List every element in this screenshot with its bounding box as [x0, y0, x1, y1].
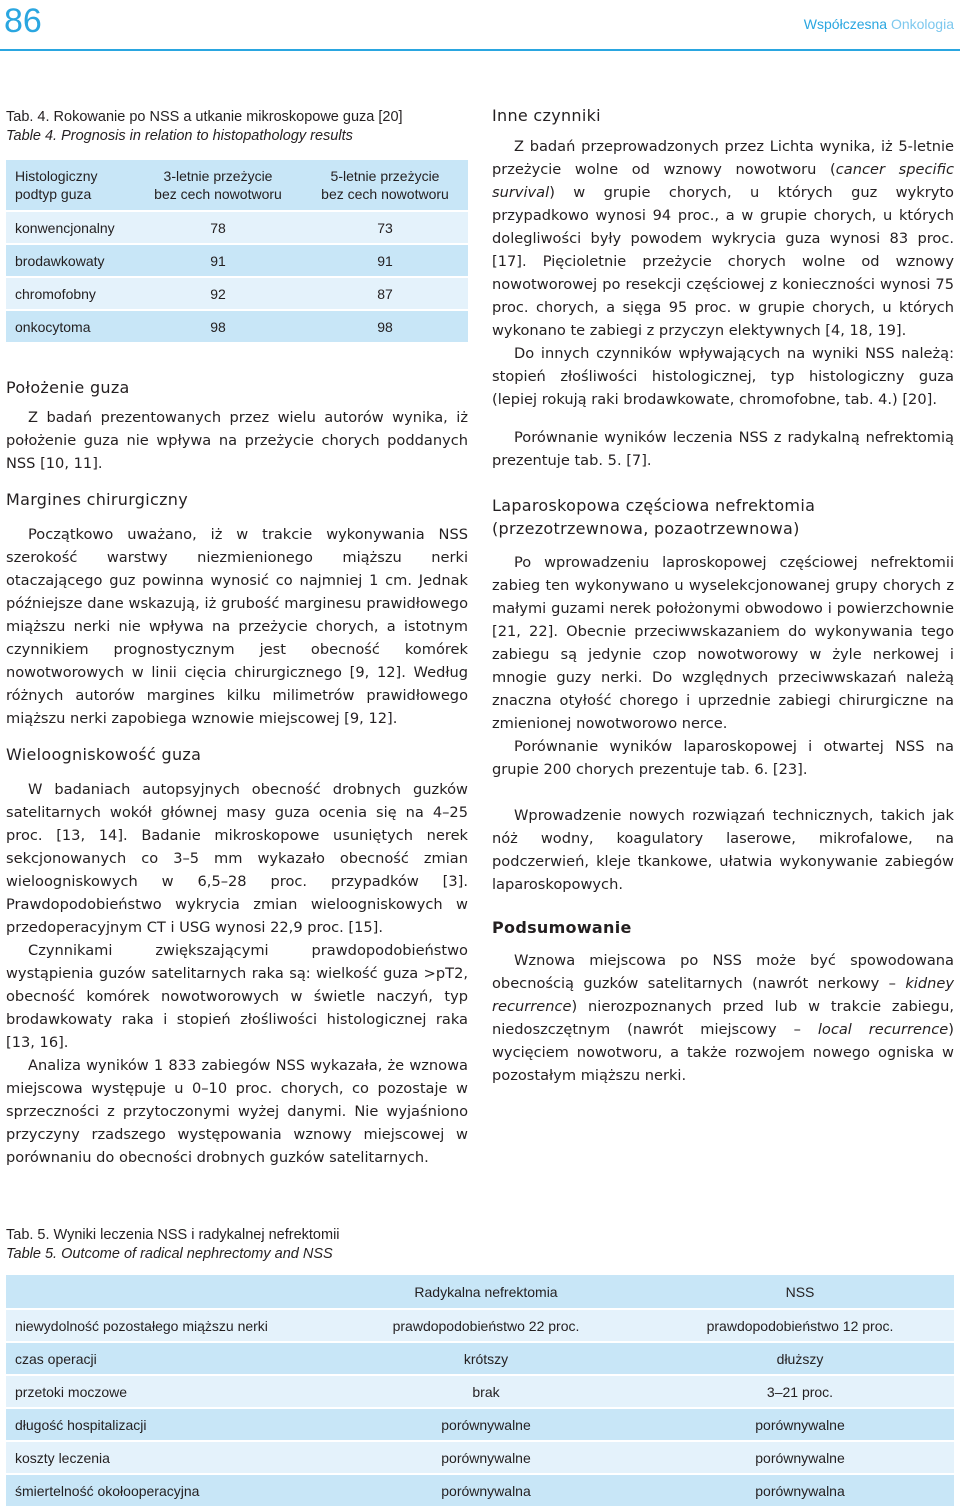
- table4-cell: 91: [302, 243, 468, 276]
- table5-caption-pl: Tab. 5. Wyniki leczenia NSS i radykalnej nefrektomii: [6, 1227, 340, 1243]
- table4-cell: 87: [302, 276, 468, 309]
- journal-title-part1: Współczesna: [803, 16, 888, 32]
- table5-cell: koszty leczenia: [6, 1440, 326, 1473]
- table4-cell: chromofobny: [6, 276, 134, 309]
- table5-cell: prawdopodobieństwo 22 proc.: [326, 1308, 646, 1341]
- section-title-wieloogniskowosc: Wieloogniskowość guza: [6, 745, 202, 764]
- table5-cell: dłuższy: [646, 1341, 954, 1374]
- section-title-polozenie: Położenie guza: [6, 378, 130, 397]
- section-title-podsumowanie: Podsumowanie: [492, 918, 632, 937]
- table4-cell: 92: [134, 276, 302, 309]
- table5-cell: niewydolność pozostałego miąższu nerki: [6, 1308, 326, 1341]
- paragraph: Do innych czynników wpływających na wyniki NSS należą: stopień złośliwości histologicznej, typ histologiczny guza (lepiej rokują raki brodawkowate, chromofobne, tab. 4.) [20].: [492, 345, 954, 408]
- table5-cell: 3–21 proc.: [646, 1374, 954, 1407]
- paragraph: Porównanie wyników laparoskopowej i otwartej NSS na grupie 200 chorych prezentuje tab. 6. [23].: [492, 738, 954, 778]
- header-rule: [0, 49, 960, 51]
- table5-cell: prawdopodobieństwo 12 proc.: [646, 1308, 954, 1341]
- paragraph: Analiza wyników 1 833 zabiegów NSS wykazała, że wznowa miejscowa występuje u 0–10 proc. chorych, co pozostaje w sprzeczności z przytoczonymi wyżej danymi. Nie wyjaśniono przyczyny rzadszego występowania wznowy miejscowej w porównaniu do obecności drobnych guzków satelitarnych.: [6, 1057, 468, 1166]
- table4-cell: 98: [302, 309, 468, 342]
- page-number: 86: [4, 2, 42, 40]
- table5-cell: porównywalne: [326, 1440, 646, 1473]
- table4-cell: 91: [134, 243, 302, 276]
- table5-cell: porównywalne: [646, 1407, 954, 1440]
- table-row: [6, 1308, 954, 1341]
- table-row: [6, 1440, 954, 1473]
- right-column: [492, 106, 954, 1087]
- section-title-inne-czynniki: Inne czynniki: [492, 106, 601, 125]
- table4-header-3yr: 3-letnie przeżycie bez cech nowotworu: [134, 160, 302, 210]
- journal-title-part2: Onkologia: [890, 16, 954, 32]
- table5-header-nss: NSS: [646, 1275, 954, 1308]
- table5-cell: porównywalna: [326, 1473, 646, 1506]
- table-row: [6, 1374, 954, 1407]
- table4-header-5yr: 5-letnie przeżycie bez cech nowotworu: [302, 160, 468, 210]
- table4-cell: 73: [302, 210, 468, 243]
- table5-header-radical: Radykalna nefrektomia: [326, 1275, 646, 1308]
- paragraph: W badaniach autopsyjnych obecność drobnych guzków satelitarnych wokół głównej masy guza ocenia się na 4–25 proc. [13, 14]. Badanie mikroskopowe usuniętych nerek sekcjonowanych co 3–5 mm wykazało obecność zmian wieloogniskowych w 6,5–28 proc. przypadków [3]. Prawdopodobieństwo wykrycia zmian wieloogniskowych w przedoperacyjnym CT i USG wynosi 22,9 proc. [15].: [6, 781, 468, 936]
- table5-caption: [6, 1226, 340, 1264]
- table5-cell: porównywalne: [646, 1440, 954, 1473]
- table4-cell: brodawkowaty: [6, 243, 134, 276]
- paragraph: Czynnikami zwiększającymi prawdopodobieństwo wystąpienia guzów satelitarnych raka są: wielkość guza >pT2, obecność komórek nowotworowych w świetle naczyń, typ brodawkowaty raka i stopień złośliwości histologicznej raka [13, 16].: [6, 942, 468, 1051]
- left-column: [6, 378, 468, 1169]
- table4-header-row: [6, 160, 468, 210]
- section-title-laparoskopowa: Laparoskopowa częściowa nefrektomia (przezotrzewnowa, pozaotrzewnowa): [492, 496, 816, 538]
- table5-cell: porównywalna: [646, 1473, 954, 1506]
- table4-caption-pl: Tab. 4. Rokowanie po NSS a utkanie mikroskopowe guza [20]: [6, 109, 403, 125]
- table5-cell: krótszy: [326, 1341, 646, 1374]
- paragraph: Początkowo uważano, iż w trakcie wykonywania NSS szerokość warstwy niezmienionego miąższu nerki otaczającego guz powinna wynosić co najmniej 1 cm. Jednak późniejsze dane wskazują, iż grubość marginesu prawidłowego miąższu nerki nie wpływa na przeżycie chorych, a istotnym czynnikiem prognostycznym jest obecność komórek nowotworowych w linii cięcia chirurgicznego [9, 12]. Według różnych autorów margines kilku milimetrów prawidłowego miąższu nerki zapobiega wznowie miejscowej [9, 12].: [6, 526, 468, 727]
- table-row: [6, 276, 468, 309]
- table-row: [6, 1407, 954, 1440]
- table5-cell: czas operacji: [6, 1341, 326, 1374]
- table5-cell: długość hospitalizacji: [6, 1407, 326, 1440]
- table5-cell: przetoki moczowe: [6, 1374, 326, 1407]
- paragraph: Z badań prezentowanych przez wielu autorów wynika, iż położenie guza nie wpływa na przeżycie chorych poddanych NSS [10, 11].: [6, 409, 468, 472]
- paragraph: Wprowadzenie nowych rozwiązań technicznych, takich jak nóż wodny, koagulatory laserowe, mikrofalowe, na podczerwień, kleje tkankowe, ułatwia wykonywanie zabiegów laparoskopowych.: [492, 807, 954, 893]
- table5-header-row: [6, 1275, 954, 1308]
- table-row: [6, 210, 468, 243]
- paragraph: Porównanie wyników leczenia NSS z radykalną nefrektomią prezentuje tab. 5. [7].: [492, 429, 954, 469]
- table4-cell: onkocytoma: [6, 309, 134, 342]
- paragraph: Z badań przeprowadzonych przez Lichta wynika, iż 5-letnie przeżycie wolne od wznowy nowotworu (cancer specific survival) w grupie chorych, u których guz wykryto przypadkowo wynosi 94 proc., a w grupie chorych, u których dolegliwości były powodem wykrycia guza wynosi 83 proc. [17]. Pięcioletnie przeżycie chorych wolne od wznowy nowotworowej po resekcji częściowej z konieczności wynosi 75 proc. chorych, a sięga 95 proc. w grupie chorych, u których wykonano te zabiegi z przyczyn elektywnych [4, 18, 19].: [492, 138, 954, 339]
- table-row: [6, 1473, 954, 1506]
- table5-caption-en: Table 5. Outcome of radical nephrectomy and NSS: [6, 1246, 333, 1262]
- table5-cell: porównywalne: [326, 1407, 646, 1440]
- table-row: [6, 309, 468, 342]
- table5-header-empty: [6, 1275, 326, 1308]
- table4-header-subtype: Histologiczny podtyp guza: [6, 160, 134, 210]
- table4-caption: [6, 108, 468, 146]
- journal-title: [804, 16, 954, 32]
- table4: [6, 160, 468, 342]
- table-row: [6, 1341, 954, 1374]
- table5-cell: brak: [326, 1374, 646, 1407]
- table5: [6, 1275, 954, 1506]
- table5-cell: śmiertelność okołooperacyjna: [6, 1473, 326, 1506]
- paragraph: Po wprowadzeniu laproskopowej częściowej nefrektomii zabieg ten wykonywano u wyselekcjonowanej grupy chorych z małymi guzami nerek położonymi obwodowo i powierzchownie [21, 22]. Obecnie przeciwwskazaniem do wykonywania tego zabiegu są jedynie czop nowotworowy w żyle nerkowej i mnogie guzy nerki. Do względnych przeciwwskazań należą znaczna otyłość chorego i uprzednie zabiegi chirurgiczne na zmienionej nowotworowo nerce.: [492, 554, 954, 732]
- table4-caption-en: Table 4. Prognosis in relation to histopathology results: [6, 128, 353, 144]
- table4-cell: konwencjonalny: [6, 210, 134, 243]
- table4-cell: 78: [134, 210, 302, 243]
- table-row: [6, 243, 468, 276]
- paragraph: Wznowa miejscowa po NSS może być spowodowana obecnością guzków satelitarnych (nawrót nerkowy – kidney recurrence) nierozpoznanych przed lub w trakcie zabiegu, niedoszczętnym (nawrót miejscowy – local recurrence) wycięciem nowotworu, a także rozwojem nowego ogniska w pozostałym miąższu nerki.: [492, 952, 954, 1084]
- section-title-margines: Margines chirurgiczny: [6, 490, 189, 509]
- table4-cell: 98: [134, 309, 302, 342]
